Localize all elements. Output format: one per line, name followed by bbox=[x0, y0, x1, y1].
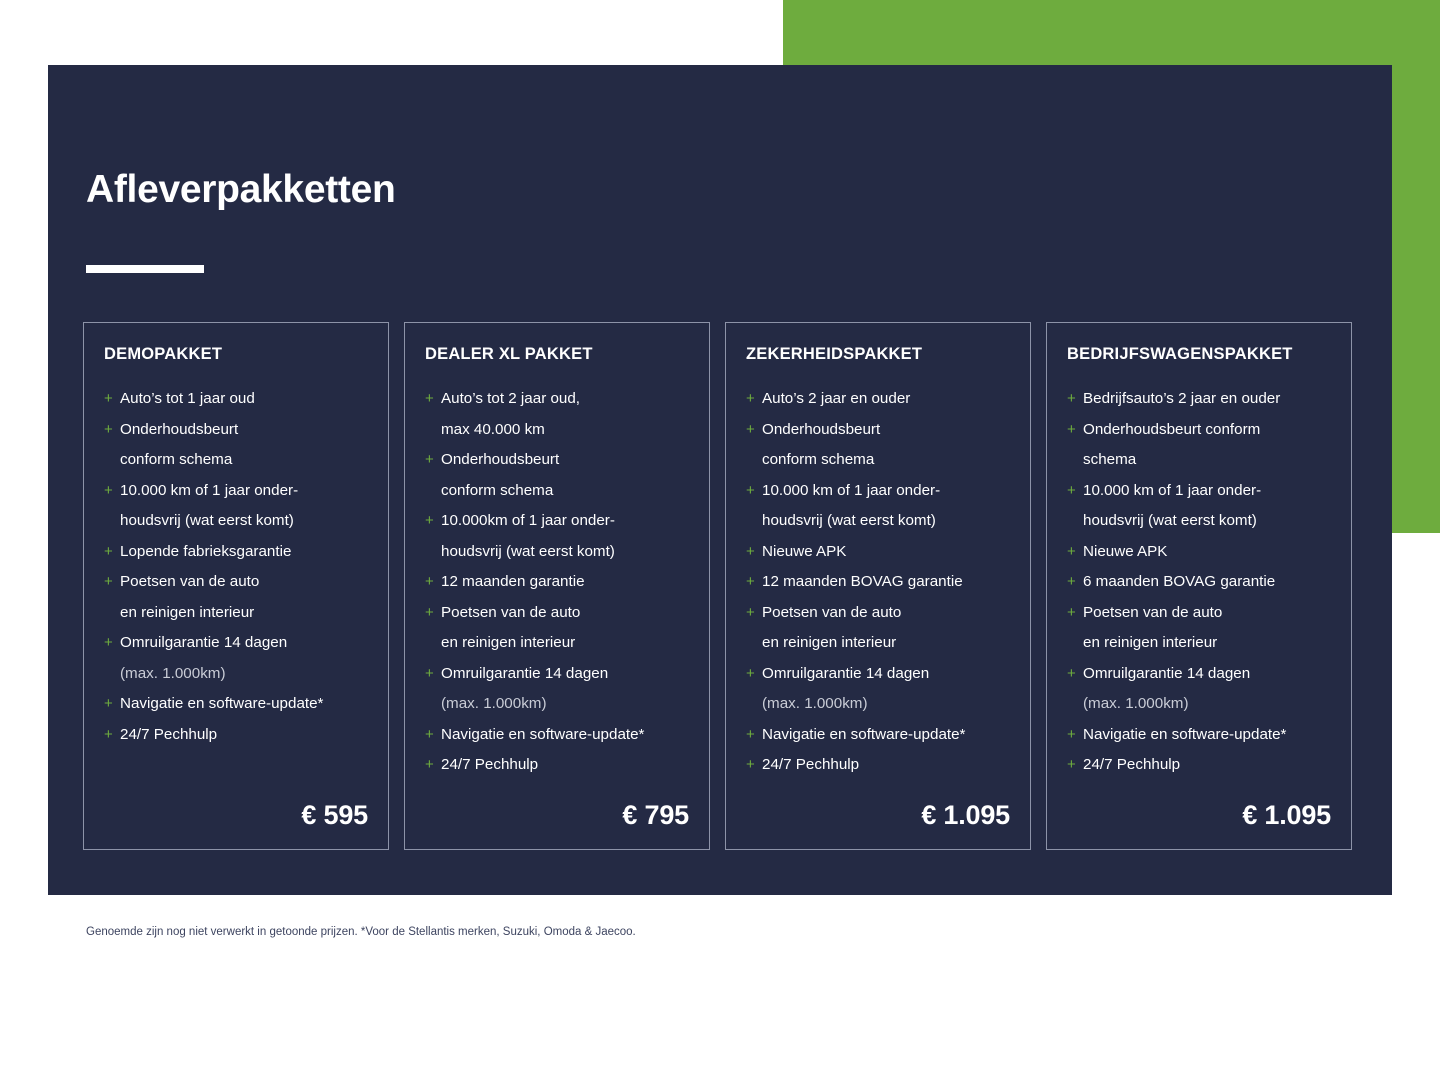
plus-icon: + bbox=[104, 634, 113, 651]
package-feature-item bbox=[746, 750, 1010, 781]
package-feature-item bbox=[746, 537, 1010, 568]
plus-icon: + bbox=[746, 481, 755, 499]
plus-icon: + bbox=[104, 573, 113, 590]
title-underline-rule bbox=[86, 265, 204, 273]
package-price: € 1.095 bbox=[1242, 800, 1331, 830]
plus-icon: + bbox=[425, 451, 434, 468]
plus-icon: + bbox=[425, 573, 434, 590]
package-feature-text: Navigatie en software-update* bbox=[762, 725, 966, 743]
plus-icon: + bbox=[746, 756, 755, 773]
package-card bbox=[83, 322, 389, 850]
plus-icon: + bbox=[746, 542, 755, 560]
package-feature-item bbox=[425, 659, 689, 720]
plus-icon: + bbox=[746, 725, 755, 743]
plus-icon: + bbox=[1067, 603, 1076, 621]
package-feature-item bbox=[746, 598, 1010, 659]
package-feature-item bbox=[746, 659, 1010, 720]
package-feature-list bbox=[1067, 384, 1331, 786]
package-feature-text: Auto’s tot 1 jaar oud bbox=[120, 390, 255, 407]
package-feature-text: 24/7 Pechhulp bbox=[441, 756, 539, 773]
plus-icon: + bbox=[104, 542, 113, 560]
package-feature-subtext: (max. 1.000km) bbox=[1083, 695, 1189, 712]
package-feature-item bbox=[104, 537, 368, 568]
package-feature-item bbox=[1067, 476, 1331, 537]
package-feature-text: 10.000 km of 1 jaar onder- bbox=[762, 481, 941, 499]
package-feature-subtext: (max. 1.000km) bbox=[441, 695, 547, 712]
plus-icon: + bbox=[1067, 481, 1076, 499]
footnote-text: Genoemde zijn nog niet verwerkt in getoonde prijzen. *Voor de Stellantis merken, Suzuki, Omoda & Jaecoo. bbox=[86, 926, 636, 938]
plus-icon: + bbox=[425, 756, 434, 773]
package-feature-text: Nieuwe APK bbox=[1083, 542, 1168, 560]
package-feature-item bbox=[425, 750, 689, 781]
package-feature-text: Poetsen van de auto bbox=[120, 573, 260, 590]
package-feature-item bbox=[746, 720, 1010, 751]
plus-icon: + bbox=[1067, 573, 1076, 590]
plus-icon: + bbox=[425, 603, 434, 621]
package-card-title: DEALER XL PAKKET bbox=[425, 345, 593, 363]
package-card bbox=[725, 322, 1031, 850]
plus-icon: + bbox=[746, 390, 755, 407]
package-feature-item bbox=[746, 415, 1010, 476]
package-card bbox=[1046, 322, 1352, 850]
package-feature-subtext: houdsvrij (wat eerst komt) bbox=[441, 542, 615, 560]
package-feature-subtext: (max. 1.000km) bbox=[762, 695, 868, 712]
package-feature-list bbox=[746, 384, 1010, 786]
package-feature-subtext: max 40.000 km bbox=[441, 420, 545, 438]
package-feature-text: 24/7 Pechhulp bbox=[120, 725, 218, 743]
plus-icon: + bbox=[1067, 390, 1076, 407]
package-feature-subtext: conform schema bbox=[441, 481, 554, 499]
plus-icon: + bbox=[104, 390, 113, 407]
plus-icon: + bbox=[746, 573, 755, 590]
package-feature-subtext: en reinigen interieur bbox=[762, 634, 897, 651]
package-card-title: ZEKERHEIDSPAKKET bbox=[746, 345, 923, 363]
package-feature-text: 6 maanden BOVAG garantie bbox=[1083, 573, 1276, 590]
package-feature-text: Bedrijfsauto’s 2 jaar en ouder bbox=[1083, 390, 1281, 407]
package-feature-item bbox=[1067, 598, 1331, 659]
package-feature-item bbox=[1067, 384, 1331, 415]
package-feature-subtext: (max. 1.000km) bbox=[120, 664, 226, 682]
plus-icon: + bbox=[425, 664, 434, 682]
plus-icon: + bbox=[1067, 664, 1076, 682]
package-feature-item bbox=[104, 720, 368, 751]
package-feature-item bbox=[1067, 567, 1331, 598]
package-feature-item bbox=[1067, 415, 1331, 476]
package-feature-text: Poetsen van de auto bbox=[441, 603, 581, 621]
package-feature-text: Navigatie en software-update* bbox=[441, 725, 645, 743]
package-feature-item bbox=[1067, 750, 1331, 781]
package-feature-text: Auto’s tot 2 jaar oud, bbox=[441, 390, 581, 407]
package-feature-item bbox=[104, 628, 368, 689]
package-price: € 795 bbox=[622, 800, 689, 830]
package-feature-item bbox=[425, 567, 689, 598]
package-feature-text: Onderhoudsbeurt bbox=[762, 420, 881, 438]
package-feature-text: Auto’s 2 jaar en ouder bbox=[762, 390, 911, 407]
plus-icon: + bbox=[104, 725, 113, 743]
plus-icon: + bbox=[1067, 542, 1076, 560]
package-feature-item bbox=[104, 689, 368, 720]
plus-icon: + bbox=[104, 420, 113, 438]
package-feature-item bbox=[425, 506, 689, 567]
package-feature-subtext: en reinigen interieur bbox=[1083, 634, 1218, 651]
package-feature-subtext: conform schema bbox=[120, 451, 233, 468]
package-feature-item bbox=[104, 476, 368, 537]
package-price: € 1.095 bbox=[921, 800, 1010, 830]
package-feature-text: 10.000 km of 1 jaar onder- bbox=[120, 481, 299, 499]
package-card-title: BEDRIJFSWAGENSPAKKET bbox=[1067, 345, 1293, 363]
package-feature-item bbox=[425, 720, 689, 751]
package-feature-text: 12 maanden BOVAG garantie bbox=[762, 573, 963, 590]
plus-icon: + bbox=[104, 481, 113, 499]
plus-icon: + bbox=[425, 512, 434, 529]
package-feature-text: Nieuwe APK bbox=[762, 542, 847, 560]
page-title: Afleverpakketten bbox=[86, 168, 396, 211]
package-feature-text: Omruilgarantie 14 dagen bbox=[441, 664, 609, 682]
package-feature-item bbox=[425, 598, 689, 659]
plus-icon: + bbox=[104, 695, 113, 712]
package-feature-text: Onderhoudsbeurt bbox=[441, 451, 560, 468]
package-feature-subtext: schema bbox=[1083, 451, 1137, 468]
package-feature-text: Lopende fabrieksgarantie bbox=[120, 542, 292, 560]
package-feature-text: Onderhoudsbeurt bbox=[120, 420, 239, 438]
package-feature-subtext: en reinigen interieur bbox=[441, 634, 576, 651]
plus-icon: + bbox=[425, 390, 434, 407]
package-feature-text: 24/7 Pechhulp bbox=[1083, 756, 1181, 773]
package-feature-item bbox=[425, 445, 689, 506]
package-feature-item bbox=[1067, 720, 1331, 751]
package-feature-text: 10.000 km of 1 jaar onder- bbox=[1083, 481, 1262, 499]
package-feature-text: Omruilgarantie 14 dagen bbox=[1083, 664, 1251, 682]
package-card-title: DEMOPAKKET bbox=[104, 345, 223, 363]
package-feature-text: Poetsen van de auto bbox=[1083, 603, 1223, 621]
plus-icon: + bbox=[1067, 725, 1076, 743]
package-feature-subtext: houdsvrij (wat eerst komt) bbox=[120, 512, 294, 529]
package-feature-item bbox=[104, 384, 368, 415]
plus-icon: + bbox=[746, 603, 755, 621]
plus-icon: + bbox=[746, 664, 755, 682]
plus-icon: + bbox=[1067, 756, 1076, 773]
package-feature-text: 10.000km of 1 jaar onder- bbox=[441, 512, 615, 529]
package-feature-item bbox=[104, 567, 368, 628]
package-feature-text: Navigatie en software-update* bbox=[1083, 725, 1287, 743]
package-feature-text: 24/7 Pechhulp bbox=[762, 756, 860, 773]
package-feature-subtext: houdsvrij (wat eerst komt) bbox=[1083, 512, 1257, 529]
package-feature-text: Omruilgarantie 14 dagen bbox=[762, 664, 930, 682]
package-feature-text: Omruilgarantie 14 dagen bbox=[120, 634, 288, 651]
package-feature-text: Navigatie en software-update* bbox=[120, 695, 324, 712]
package-feature-text: Onderhoudsbeurt conform bbox=[1083, 420, 1261, 438]
plus-icon: + bbox=[746, 420, 755, 438]
package-feature-list bbox=[425, 384, 689, 786]
package-feature-subtext: conform schema bbox=[762, 451, 875, 468]
package-feature-text: 12 maanden garantie bbox=[441, 573, 585, 590]
package-card bbox=[404, 322, 710, 850]
package-feature-item bbox=[425, 384, 689, 445]
package-feature-text: Poetsen van de auto bbox=[762, 603, 902, 621]
package-feature-list bbox=[104, 384, 368, 786]
package-feature-item bbox=[1067, 537, 1331, 568]
package-feature-item bbox=[104, 415, 368, 476]
package-feature-item bbox=[746, 384, 1010, 415]
package-price: € 595 bbox=[301, 800, 368, 830]
plus-icon: + bbox=[425, 725, 434, 743]
package-feature-subtext: en reinigen interieur bbox=[120, 603, 255, 621]
package-feature-item bbox=[746, 476, 1010, 537]
package-feature-item bbox=[746, 567, 1010, 598]
package-feature-item bbox=[1067, 659, 1331, 720]
package-card-list bbox=[83, 322, 1360, 850]
package-feature-subtext: houdsvrij (wat eerst komt) bbox=[762, 512, 936, 529]
plus-icon: + bbox=[1067, 420, 1076, 438]
